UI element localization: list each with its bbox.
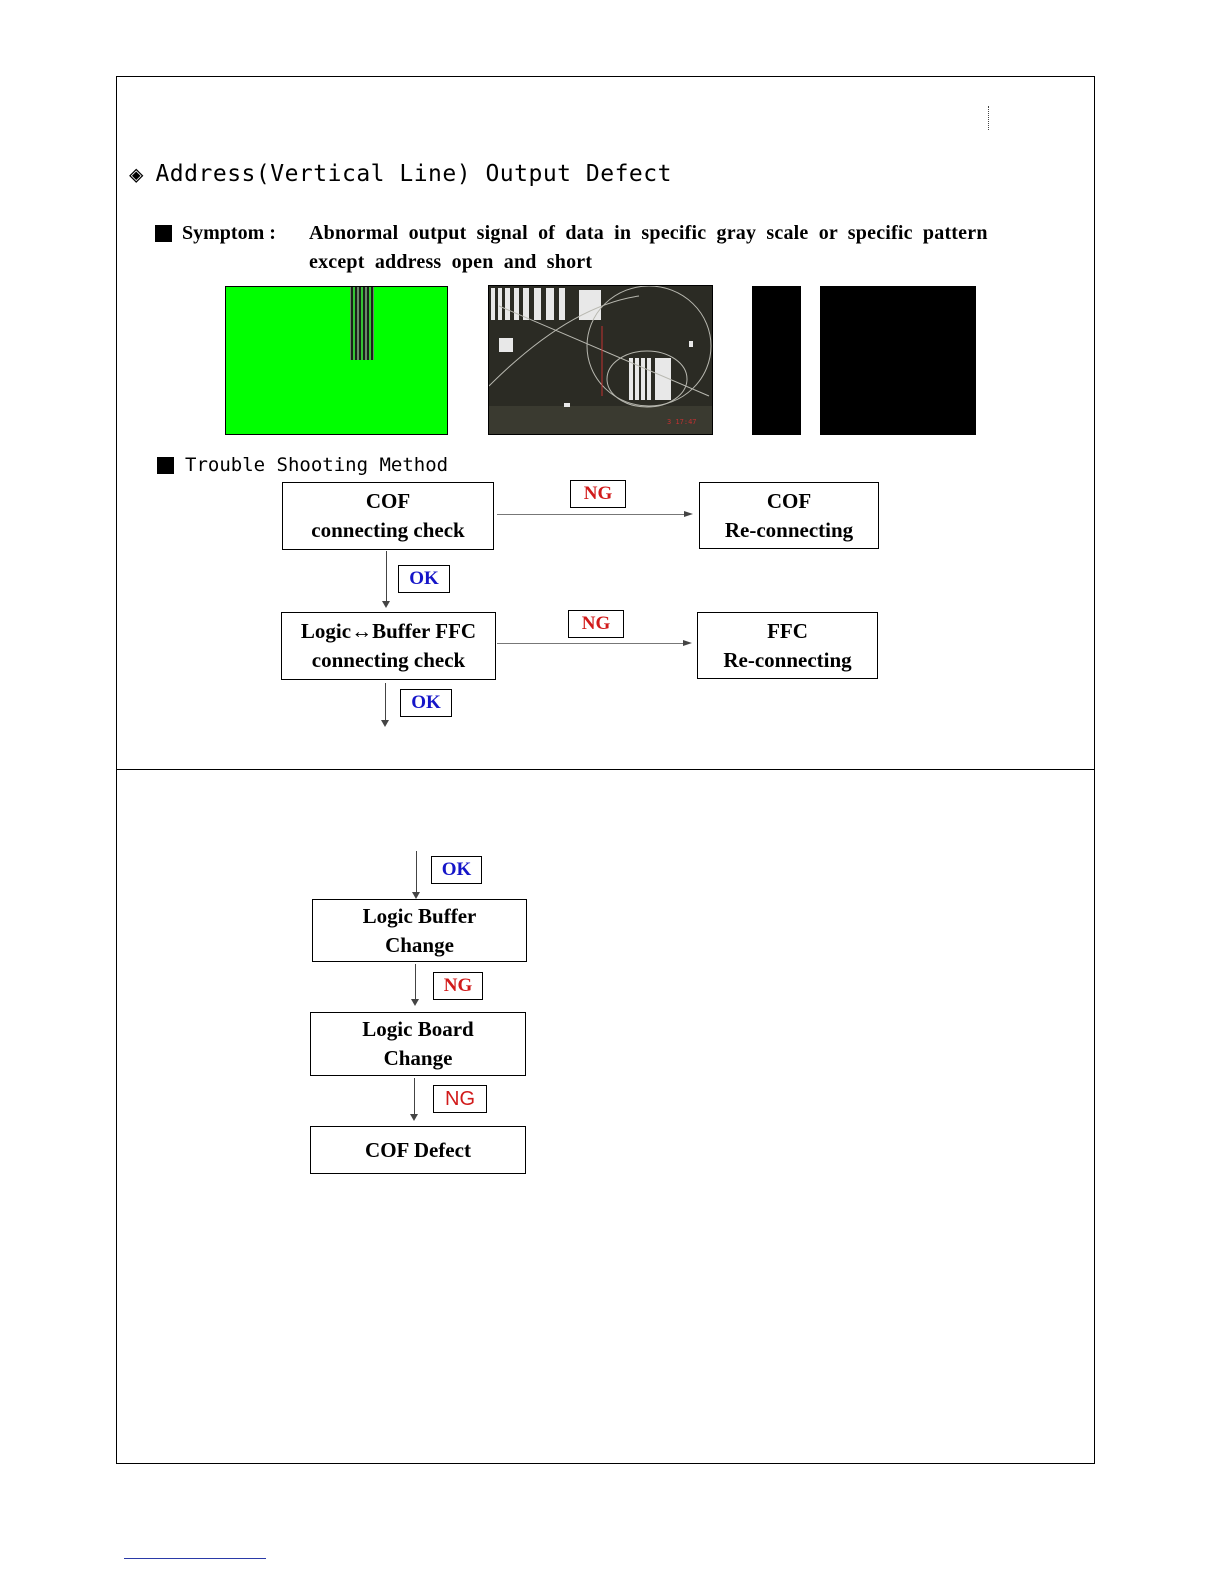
ffc-reconnecting-box bbox=[697, 612, 878, 679]
ok-label: OK bbox=[431, 856, 482, 884]
arrow-down-icon bbox=[412, 892, 420, 899]
logic-buffer-change-box bbox=[312, 899, 527, 962]
ng-label: NG bbox=[433, 972, 483, 1000]
square-bullet-icon bbox=[155, 225, 172, 242]
ffc-connecting-check-box bbox=[281, 612, 496, 680]
logic-board-change-box bbox=[310, 1012, 526, 1076]
box-line: COF bbox=[766, 488, 812, 513]
page-title-row bbox=[129, 158, 672, 190]
ng-connector-line bbox=[414, 1078, 415, 1116]
box-line: Logic↔Buffer FFC bbox=[300, 619, 477, 643]
symptom-text-line2: except address open and short bbox=[309, 251, 593, 273]
arrow-right-icon bbox=[684, 511, 693, 517]
troubleshooting-row bbox=[157, 454, 448, 476]
cof-reconnecting-box bbox=[699, 482, 879, 549]
vertical-lines-graphic bbox=[226, 287, 448, 435]
box-line: Re-connecting bbox=[724, 517, 854, 542]
box-line: Logic Board bbox=[362, 1017, 474, 1041]
box-line: Change bbox=[385, 932, 454, 957]
ok-connector-line bbox=[416, 851, 417, 894]
ng-connector-line bbox=[415, 964, 416, 1000]
ok-label: OK bbox=[398, 565, 450, 593]
box-line: Change bbox=[383, 1046, 453, 1070]
bottom-panel bbox=[116, 769, 1095, 1464]
ok-connector-line bbox=[385, 683, 386, 721]
box-line: FFC bbox=[767, 618, 808, 643]
cof-defect-box bbox=[310, 1126, 526, 1174]
square-bullet-icon bbox=[157, 457, 174, 474]
arrow-down-icon bbox=[382, 601, 390, 608]
test-pattern-graphic bbox=[489, 286, 713, 435]
symptom-row bbox=[155, 222, 276, 245]
symptom-label: Symptom : bbox=[182, 222, 276, 244]
ng-label: NG bbox=[568, 610, 624, 638]
ng-label: NG bbox=[570, 480, 626, 508]
arrow-down-icon bbox=[411, 999, 419, 1006]
photo-timestamp: 3 17:47 bbox=[667, 418, 697, 426]
dotted-mark bbox=[988, 106, 989, 130]
ok-label: OK bbox=[400, 689, 452, 717]
symptom-text-line1: Abnormal output signal of data in specific gray scale or specific pattern bbox=[309, 222, 988, 244]
ng-connector-line bbox=[497, 643, 683, 644]
footer-rule bbox=[124, 1558, 266, 1559]
box-line: COF Defect bbox=[365, 1137, 471, 1162]
test-pattern-photo bbox=[488, 285, 713, 435]
arrow-right-icon bbox=[683, 640, 692, 646]
ok-connector-line bbox=[386, 551, 387, 603]
ng-connector-line bbox=[497, 514, 685, 515]
page-title: Address(Vertical Line) Output Defect bbox=[155, 161, 672, 187]
box-line: connecting check bbox=[311, 518, 465, 542]
diamond-bullet-icon: ◈ bbox=[129, 160, 144, 188]
cof-connecting-check-box bbox=[282, 482, 494, 550]
troubleshooting-label: Trouble Shooting Method bbox=[185, 454, 449, 476]
arrow-down-icon bbox=[410, 1114, 418, 1121]
box-line: connecting check bbox=[311, 648, 466, 672]
ng-label: NG bbox=[433, 1085, 487, 1113]
box-line: Logic Buffer bbox=[362, 903, 477, 928]
arrow-down-icon bbox=[381, 720, 389, 727]
box-line: COF bbox=[365, 489, 411, 513]
box-line: Re-connecting bbox=[723, 647, 852, 672]
white-vertical-bar bbox=[801, 286, 820, 435]
green-screen-image bbox=[225, 286, 448, 435]
black-screen-image bbox=[752, 286, 976, 435]
